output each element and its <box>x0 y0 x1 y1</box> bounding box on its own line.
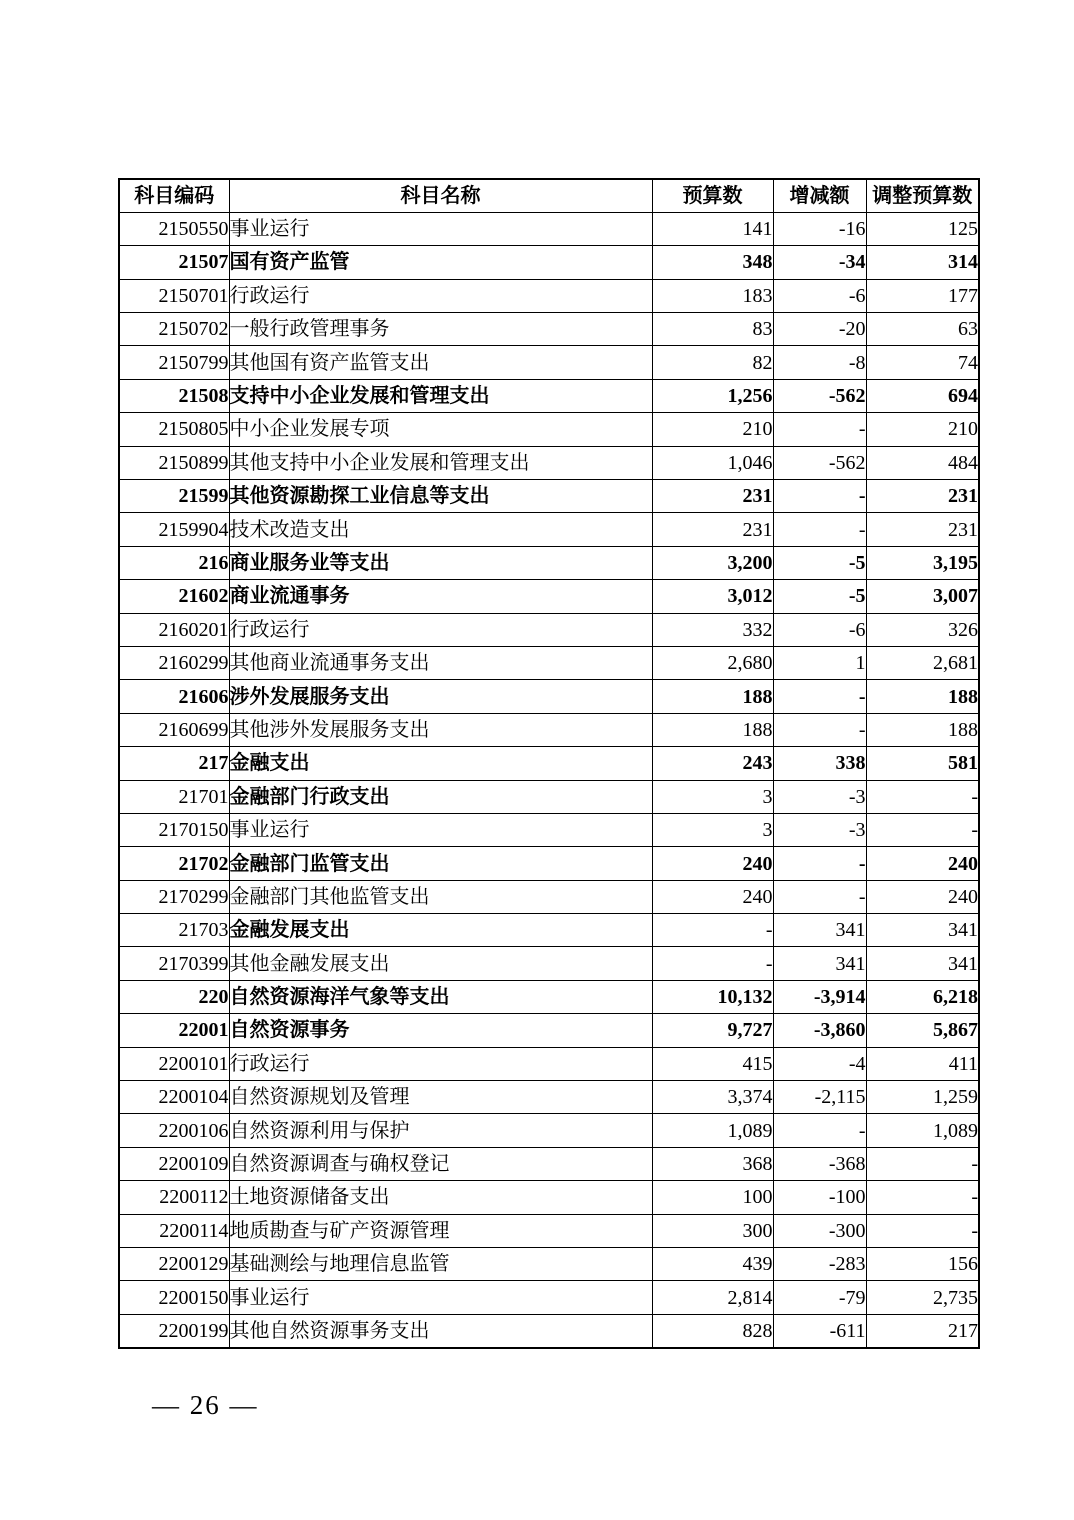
change-cell: -2,115 <box>773 1081 866 1114</box>
subject-name-cell: 支持中小企业发展和管理支出 <box>229 379 652 412</box>
adjusted-budget-cell: 1,259 <box>866 1081 979 1114</box>
budget-cell: 183 <box>652 279 773 312</box>
adjusted-budget-cell: 2,735 <box>866 1281 979 1314</box>
subject-code-cell: 220 <box>119 980 229 1013</box>
table-row <box>119 313 979 346</box>
subject-name-cell: 中小企业发展专项 <box>229 413 652 446</box>
table-row <box>119 246 979 279</box>
budget-cell: - <box>652 947 773 980</box>
subject-code-cell: 21606 <box>119 680 229 713</box>
subject-name-cell: 其他国有资产监管支出 <box>229 346 652 379</box>
change-cell: - <box>773 513 866 546</box>
budget-cell: 83 <box>652 313 773 346</box>
subject-code-cell: 2150899 <box>119 446 229 479</box>
change-cell: -6 <box>773 613 866 646</box>
table-row <box>119 747 979 780</box>
subject-code-cell: 21702 <box>119 847 229 880</box>
subject-name-cell: 其他资源勘探工业信息等支出 <box>229 480 652 513</box>
change-cell: - <box>773 713 866 746</box>
subject-name-cell: 自然资源海洋气象等支出 <box>229 980 652 1013</box>
subject-name-cell: 其他涉外发展服务支出 <box>229 713 652 746</box>
subject-code-cell: 2200109 <box>119 1147 229 1180</box>
budget-cell: 188 <box>652 713 773 746</box>
subject-code-cell: 2200150 <box>119 1281 229 1314</box>
table-row <box>119 847 979 880</box>
subject-name-cell: 金融发展支出 <box>229 914 652 947</box>
subject-name-cell: 事业运行 <box>229 1281 652 1314</box>
adjusted-budget-cell: 217 <box>866 1314 979 1347</box>
subject-name-cell: 事业运行 <box>229 212 652 245</box>
subject-name-cell: 自然资源调查与确权登记 <box>229 1147 652 1180</box>
subject-code-cell: 2160299 <box>119 646 229 679</box>
subject-code-cell: 2200112 <box>119 1181 229 1214</box>
adjusted-budget-cell: 156 <box>866 1248 979 1281</box>
header-subject-name: 科目名称 <box>229 179 652 212</box>
adjusted-budget-cell: 3,007 <box>866 580 979 613</box>
header-adjusted-budget: 调整预算数 <box>866 179 979 212</box>
subject-code-cell: 2150702 <box>119 313 229 346</box>
subject-name-cell: 其他支持中小企业发展和管理支出 <box>229 446 652 479</box>
table-row <box>119 1014 979 1047</box>
header-budget: 预算数 <box>652 179 773 212</box>
subject-code-cell: 2200114 <box>119 1214 229 1247</box>
adjusted-budget-cell: 188 <box>866 680 979 713</box>
change-cell: - <box>773 413 866 446</box>
table-row <box>119 513 979 546</box>
subject-code-cell: 22001 <box>119 1014 229 1047</box>
adjusted-budget-cell: - <box>866 1181 979 1214</box>
header-subject-code: 科目编码 <box>119 179 229 212</box>
change-cell: 338 <box>773 747 866 780</box>
table-row <box>119 279 979 312</box>
budget-table <box>118 178 980 1349</box>
subject-code-cell: 2150701 <box>119 279 229 312</box>
budget-cell: - <box>652 914 773 947</box>
change-cell: -611 <box>773 1314 866 1347</box>
table-row <box>119 980 979 1013</box>
change-cell: - <box>773 680 866 713</box>
change-cell: -79 <box>773 1281 866 1314</box>
subject-name-cell: 地质勘查与矿产资源管理 <box>229 1214 652 1247</box>
adjusted-budget-cell: 314 <box>866 246 979 279</box>
subject-name-cell: 其他金融发展支出 <box>229 947 652 980</box>
budget-cell: 3,200 <box>652 546 773 579</box>
table-row <box>119 613 979 646</box>
subject-code-cell: 2200106 <box>119 1114 229 1147</box>
budget-cell: 3 <box>652 780 773 813</box>
budget-cell: 1,046 <box>652 446 773 479</box>
budget-cell: 9,727 <box>652 1014 773 1047</box>
change-cell: -3,860 <box>773 1014 866 1047</box>
adjusted-budget-cell: 581 <box>866 747 979 780</box>
change-cell: -16 <box>773 212 866 245</box>
change-cell: -3 <box>773 813 866 846</box>
change-cell: -368 <box>773 1147 866 1180</box>
table-row <box>119 580 979 613</box>
subject-code-cell: 2200104 <box>119 1081 229 1114</box>
subject-code-cell: 21701 <box>119 780 229 813</box>
subject-name-cell: 其他商业流通事务支出 <box>229 646 652 679</box>
budget-cell: 3 <box>652 813 773 846</box>
table-row <box>119 480 979 513</box>
subject-code-cell: 2159904 <box>119 513 229 546</box>
subject-name-cell: 涉外发展服务支出 <box>229 680 652 713</box>
adjusted-budget-cell: 5,867 <box>866 1014 979 1047</box>
table-row <box>119 1314 979 1347</box>
change-cell: -3,914 <box>773 980 866 1013</box>
subject-name-cell: 自然资源事务 <box>229 1014 652 1047</box>
subject-name-cell: 商业流通事务 <box>229 580 652 613</box>
subject-name-cell: 自然资源利用与保护 <box>229 1114 652 1147</box>
table-header-row <box>119 179 979 212</box>
adjusted-budget-cell: 341 <box>866 914 979 947</box>
table-row <box>119 680 979 713</box>
subject-name-cell: 土地资源储备支出 <box>229 1181 652 1214</box>
subject-name-cell: 行政运行 <box>229 613 652 646</box>
table-row <box>119 212 979 245</box>
budget-cell: 231 <box>652 480 773 513</box>
table-row <box>119 346 979 379</box>
budget-cell: 3,374 <box>652 1081 773 1114</box>
subject-name-cell: 金融部门行政支出 <box>229 780 652 813</box>
budget-cell: 82 <box>652 346 773 379</box>
budget-cell: 300 <box>652 1214 773 1247</box>
adjusted-budget-cell: 341 <box>866 947 979 980</box>
adjusted-budget-cell: 74 <box>866 346 979 379</box>
change-cell: 1 <box>773 646 866 679</box>
adjusted-budget-cell: 484 <box>866 446 979 479</box>
budget-cell: 210 <box>652 413 773 446</box>
table-row <box>119 1281 979 1314</box>
subject-code-cell: 21703 <box>119 914 229 947</box>
adjusted-budget-cell: 63 <box>866 313 979 346</box>
subject-name-cell: 国有资产监管 <box>229 246 652 279</box>
table-row <box>119 1047 979 1080</box>
subject-code-cell: 2200129 <box>119 1248 229 1281</box>
adjusted-budget-cell: - <box>866 780 979 813</box>
subject-name-cell: 自然资源规划及管理 <box>229 1081 652 1114</box>
adjusted-budget-cell: - <box>866 1147 979 1180</box>
change-cell: -8 <box>773 346 866 379</box>
budget-cell: 439 <box>652 1248 773 1281</box>
adjusted-budget-cell: 240 <box>866 847 979 880</box>
budget-cell: 188 <box>652 680 773 713</box>
page-number: — 26 — <box>152 1390 259 1420</box>
table-row <box>119 1114 979 1147</box>
table-row <box>119 646 979 679</box>
subject-name-cell: 行政运行 <box>229 279 652 312</box>
subject-name-cell: 一般行政管理事务 <box>229 313 652 346</box>
budget-cell: 332 <box>652 613 773 646</box>
budget-cell: 828 <box>652 1314 773 1347</box>
table-row <box>119 1081 979 1114</box>
table-row <box>119 880 979 913</box>
budget-cell: 240 <box>652 880 773 913</box>
adjusted-budget-cell: 231 <box>866 513 979 546</box>
budget-cell: 348 <box>652 246 773 279</box>
header-change: 增减额 <box>773 179 866 212</box>
subject-name-cell: 行政运行 <box>229 1047 652 1080</box>
table-row <box>119 1181 979 1214</box>
subject-code-cell: 217 <box>119 747 229 780</box>
subject-code-cell: 216 <box>119 546 229 579</box>
change-cell: 341 <box>773 914 866 947</box>
change-cell: -283 <box>773 1248 866 1281</box>
table-row <box>119 813 979 846</box>
change-cell: 341 <box>773 947 866 980</box>
change-cell: - <box>773 480 866 513</box>
subject-code-cell: 2160699 <box>119 713 229 746</box>
change-cell: -562 <box>773 446 866 479</box>
subject-name-cell: 基础测绘与地理信息监管 <box>229 1248 652 1281</box>
subject-code-cell: 21508 <box>119 379 229 412</box>
change-cell: -562 <box>773 379 866 412</box>
adjusted-budget-cell: 210 <box>866 413 979 446</box>
adjusted-budget-cell: 2,681 <box>866 646 979 679</box>
adjusted-budget-cell: 240 <box>866 880 979 913</box>
budget-cell: 141 <box>652 212 773 245</box>
table-row <box>119 446 979 479</box>
table-row <box>119 379 979 412</box>
budget-cell: 2,814 <box>652 1281 773 1314</box>
subject-name-cell: 金融支出 <box>229 747 652 780</box>
subject-code-cell: 2170150 <box>119 813 229 846</box>
budget-cell: 368 <box>652 1147 773 1180</box>
budget-cell: 231 <box>652 513 773 546</box>
adjusted-budget-cell: 125 <box>866 212 979 245</box>
change-cell: -4 <box>773 1047 866 1080</box>
budget-cell: 1,256 <box>652 379 773 412</box>
table-row <box>119 1214 979 1247</box>
subject-code-cell: 2160201 <box>119 613 229 646</box>
subject-name-cell: 技术改造支出 <box>229 513 652 546</box>
change-cell: -3 <box>773 780 866 813</box>
table-row <box>119 947 979 980</box>
table-row <box>119 914 979 947</box>
subject-name-cell: 事业运行 <box>229 813 652 846</box>
change-cell: -5 <box>773 580 866 613</box>
table-row <box>119 713 979 746</box>
adjusted-budget-cell: 411 <box>866 1047 979 1080</box>
budget-cell: 1,089 <box>652 1114 773 1147</box>
change-cell: -34 <box>773 246 866 279</box>
subject-code-cell: 21507 <box>119 246 229 279</box>
adjusted-budget-cell: 694 <box>866 379 979 412</box>
adjusted-budget-cell: - <box>866 1214 979 1247</box>
subject-code-cell: 21599 <box>119 480 229 513</box>
subject-code-cell: 2150550 <box>119 212 229 245</box>
table-row <box>119 1248 979 1281</box>
subject-code-cell: 21602 <box>119 580 229 613</box>
table-row <box>119 780 979 813</box>
change-cell: -300 <box>773 1214 866 1247</box>
adjusted-budget-cell: 1,089 <box>866 1114 979 1147</box>
change-cell: -6 <box>773 279 866 312</box>
table-row <box>119 1147 979 1180</box>
change-cell: - <box>773 847 866 880</box>
budget-cell: 2,680 <box>652 646 773 679</box>
subject-code-cell: 2200199 <box>119 1314 229 1347</box>
table-rows <box>119 212 979 1347</box>
budget-cell: 240 <box>652 847 773 880</box>
budget-cell: 10,132 <box>652 980 773 1013</box>
subject-code-cell: 2170399 <box>119 947 229 980</box>
subject-name-cell: 金融部门其他监管支出 <box>229 880 652 913</box>
subject-code-cell: 2150799 <box>119 346 229 379</box>
subject-name-cell: 商业服务业等支出 <box>229 546 652 579</box>
adjusted-budget-cell: - <box>866 813 979 846</box>
change-cell: -20 <box>773 313 866 346</box>
subject-code-cell: 2150805 <box>119 413 229 446</box>
budget-cell: 3,012 <box>652 580 773 613</box>
change-cell: - <box>773 1114 866 1147</box>
table-row <box>119 546 979 579</box>
subject-code-cell: 2200101 <box>119 1047 229 1080</box>
budget-cell: 100 <box>652 1181 773 1214</box>
subject-name-cell: 其他自然资源事务支出 <box>229 1314 652 1347</box>
change-cell: -5 <box>773 546 866 579</box>
subject-code-cell: 2170299 <box>119 880 229 913</box>
adjusted-budget-cell: 177 <box>866 279 979 312</box>
change-cell: - <box>773 880 866 913</box>
adjusted-budget-cell: 231 <box>866 480 979 513</box>
budget-cell: 243 <box>652 747 773 780</box>
budget-cell: 415 <box>652 1047 773 1080</box>
change-cell: -100 <box>773 1181 866 1214</box>
subject-name-cell: 金融部门监管支出 <box>229 847 652 880</box>
adjusted-budget-cell: 326 <box>866 613 979 646</box>
adjusted-budget-cell: 188 <box>866 713 979 746</box>
adjusted-budget-cell: 6,218 <box>866 980 979 1013</box>
table-row <box>119 413 979 446</box>
adjusted-budget-cell: 3,195 <box>866 546 979 579</box>
